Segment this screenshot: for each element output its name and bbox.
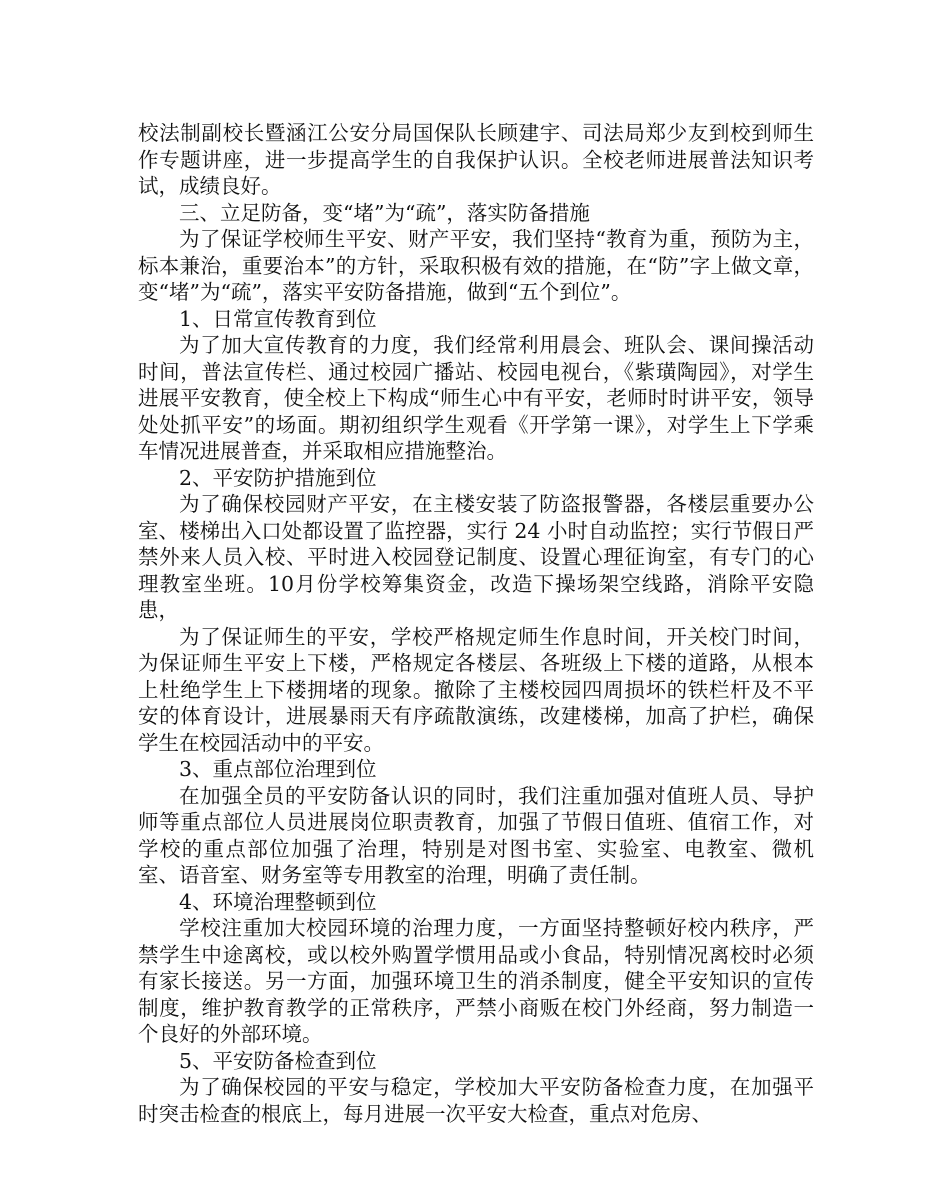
- subheading-5: 5、平安防备检查到位: [179, 1048, 377, 1073]
- subheading-1: 1、日常宣传教育到位: [179, 306, 377, 331]
- subheading-2: 2、平安防护措施到位: [179, 465, 377, 490]
- paragraph: 为了加大宣传教育的力度，我们经常利用晨会、班队会、课间操活动时间，普法宣传栏、通过校园广播站、校园电视台，《紫璜陶园》，对学生进展平安教育，使全校上下构成“师生心中有平安，老师时时讲平安，领导处处抓平安”的场面。期初组织学生观看《开学第一课》，对学生上下学乘车情况进展普查，并采取相应措施整治。: [138, 333, 814, 463]
- paragraph: 为了确保校园财产平安，在主楼安装了防盗报警器，各楼层重要办公室、楼梯出入口处都设置了监控器，实行 24 小时自动监控；实行节假日严禁外来人员入校、平时进入校园登记制度、设置心理征询室，有专门的心理教室坐班。10月份学校筹集资金，改造下操场架空线路，消除平安隐患，: [138, 492, 814, 622]
- paragraph: 学校注重加大校园环境的治理力度，一方面坚持整顿好校内秩序，严禁学生中途离校，或以校外购置学惯用品或小食品，特别情况离校时必须有家长接送。另一方面，加强环境卫生的消杀制度，健全平安知识的宣传制度，维护教育教学的正常秩序，严禁小商贩在校门外经商，努力制造一个良好的外部环境。: [138, 916, 814, 1046]
- paragraph: 为了保证学校师生平安、财产平安，我们坚持“教育为重，预防为主，标本兼治，重要治本”的方针，采取积极有效的措施，在“防”字上做文章，变“堵”为“疏”，落实平安防备措施，做到“五个到位”。: [138, 227, 814, 304]
- section-heading-3: 三、立足防备，变“堵”为“疏”，落实防备措施: [179, 200, 590, 225]
- paragraph: 为了确保校园的平安与稳定，学校加大平安防备检查力度，在加强平时突击检查的根底上，每月进展一次平安大检查，重点对危房、: [138, 1075, 814, 1126]
- subheading-3: 3、重点部位治理到位: [179, 757, 377, 781]
- document-body: [138, 120, 814, 1127]
- paragraph: 为了保证师生的平安，学校严格规定师生作息时间，开关校门时间，为保证师生平安上下楼，严格规定各楼层、各班级上下楼的道路，从根本上杜绝学生上下楼拥堵的现象。撤除了主楼校园四周损坏的铁栏杆及不平安的体育设计，进展暴雨天有序疏散演练，改建楼梯，加高了护栏，确保学生在校园活动中的平安。: [138, 624, 814, 755]
- subheading-4: 4、环境治理整顿到位: [179, 889, 377, 914]
- paragraph: 在加强全员的平安防备认识的同时，我们注重加强对值班人员、导护师等重点部位人员进展岗位职责教育，加强了节假日值班、值宿工作，对学校的重点部位加强了治理，特别是对图书室、实验室、电教室、微机室、语音室、财务室等专用教室的治理，明确了责任制。: [138, 783, 814, 887]
- paragraph-continuation: 校法制副校长暨涵江公安分局国保队长顾建宇、司法局郑少友到校到师生作专题讲座，进一步提高学生的自我保护认识。全校老师进展普法知识考试，成绩良好。: [138, 121, 814, 198]
